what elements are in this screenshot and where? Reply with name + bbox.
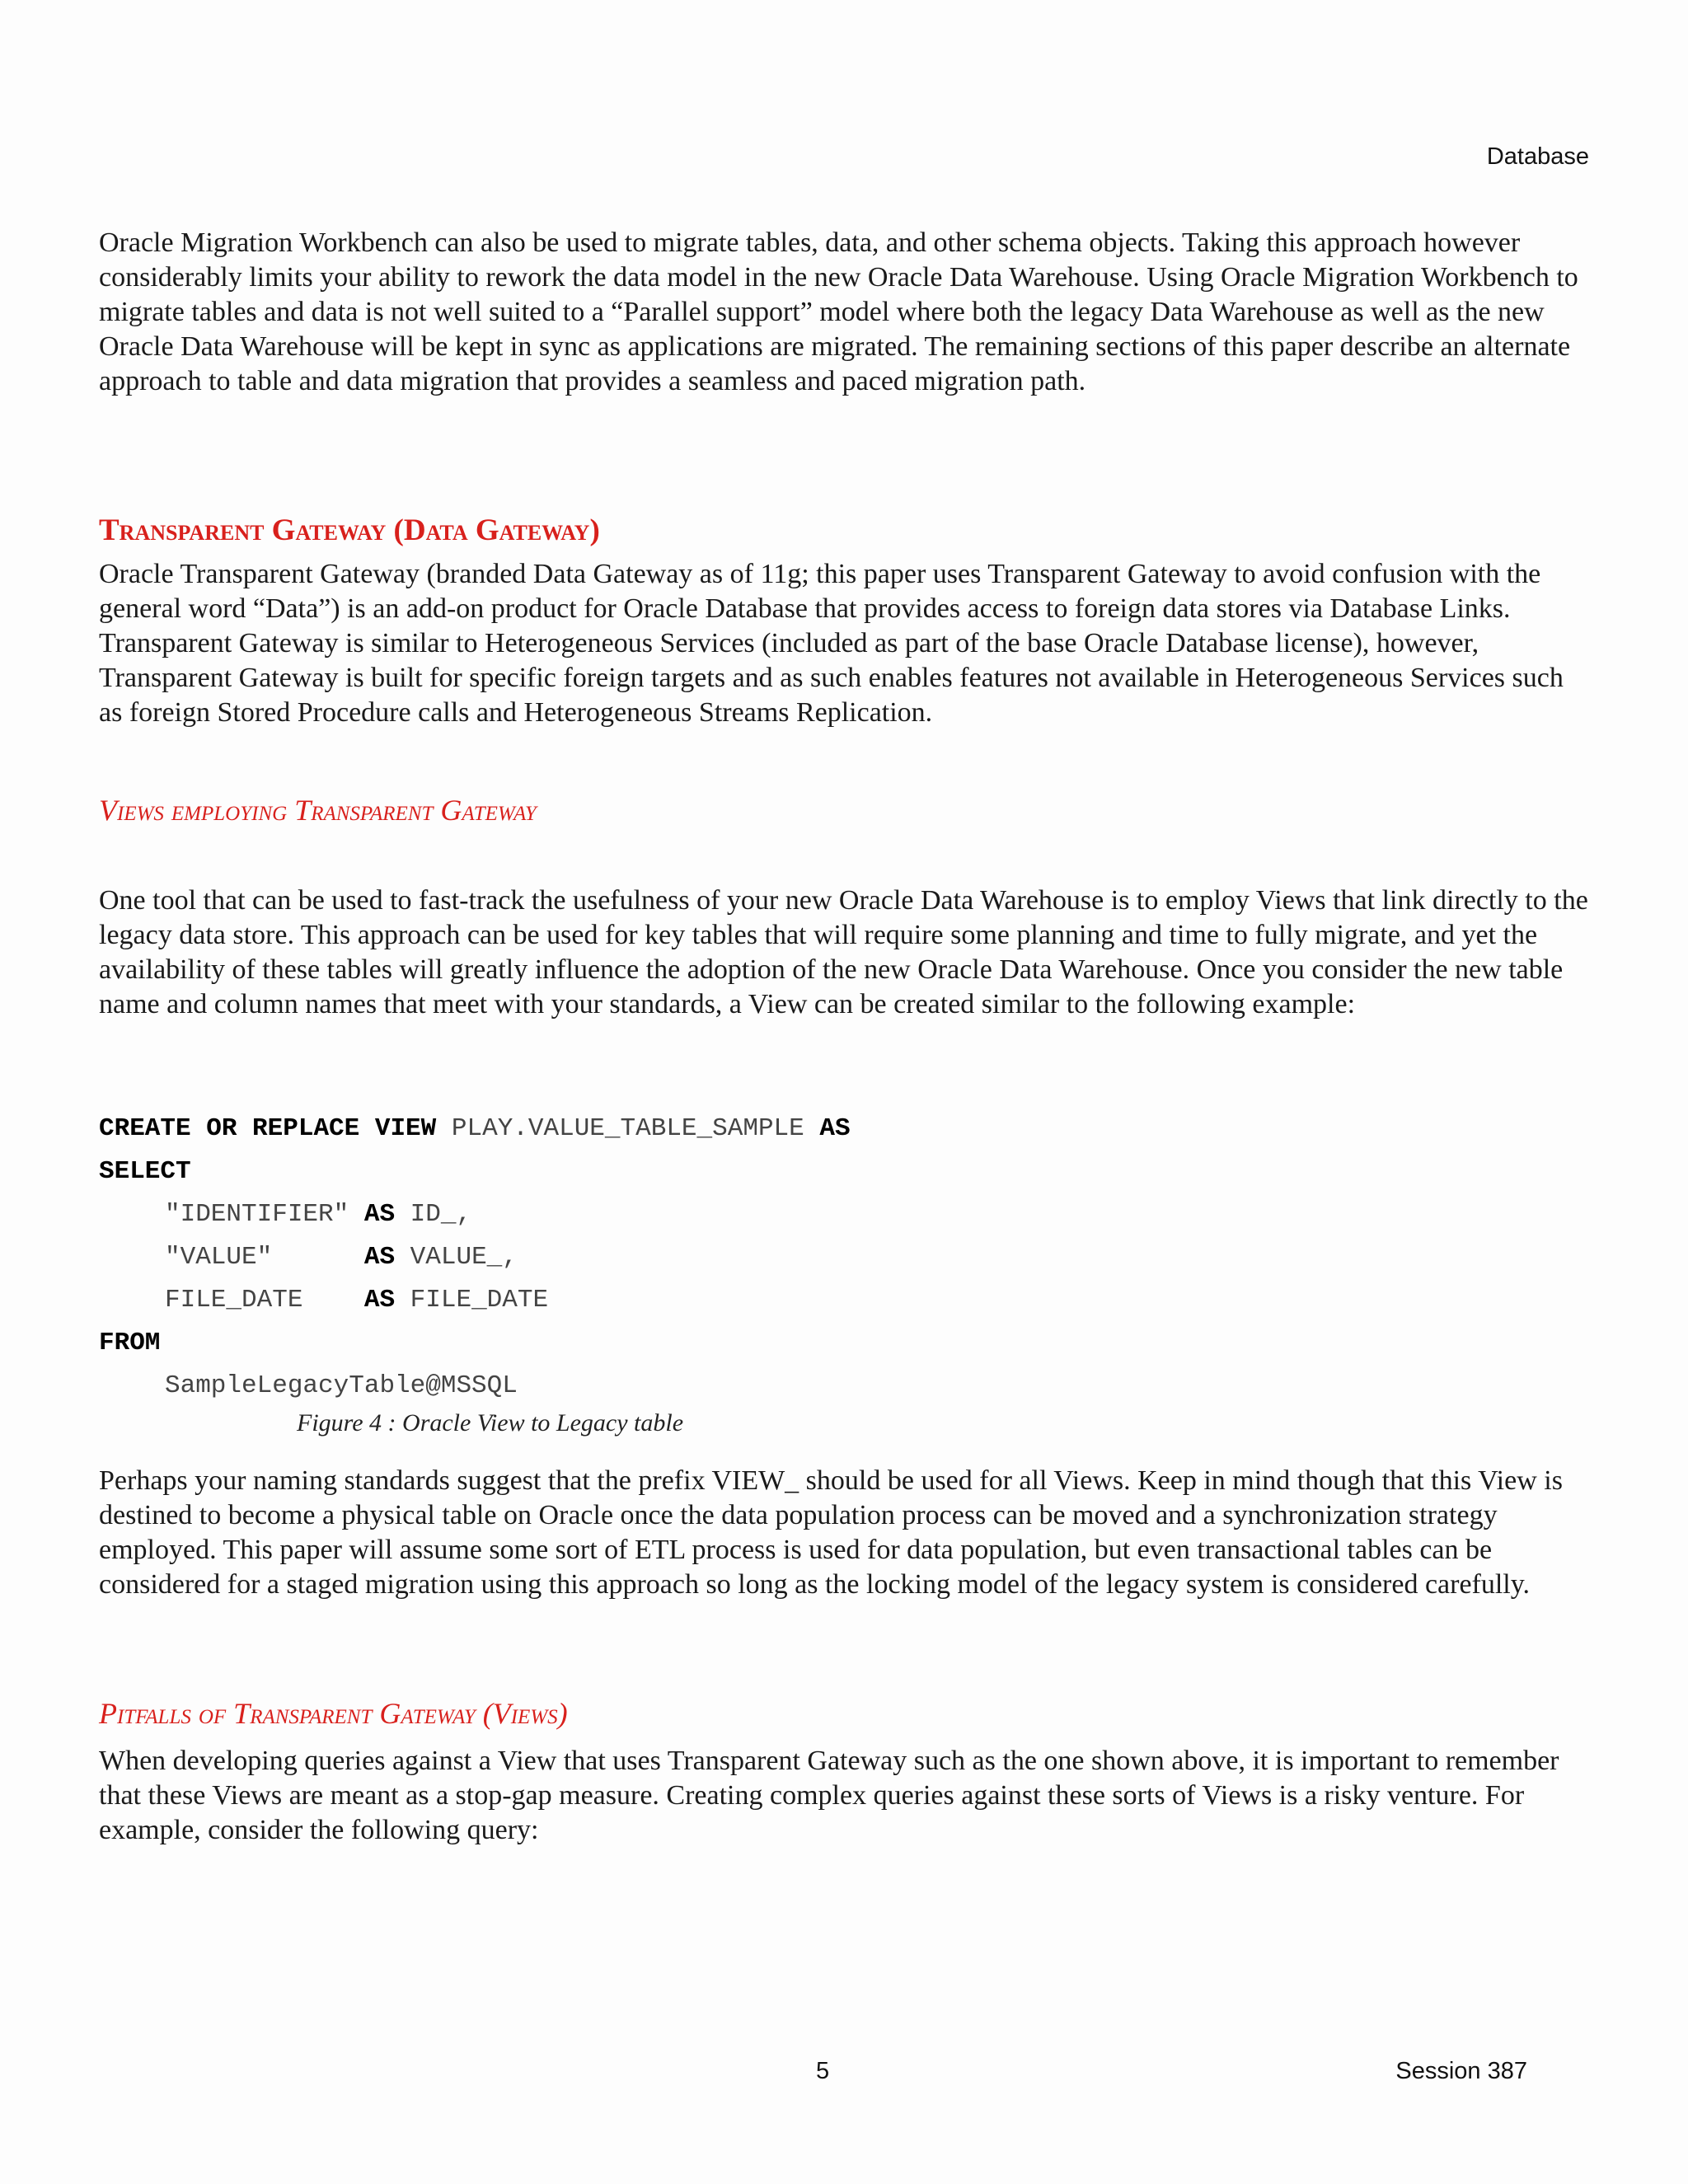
code-keyword: AS <box>819 1114 851 1143</box>
heading-views-employing-gateway: Views employing Transparent Gateway <box>99 794 537 827</box>
code-line-from <box>99 1329 160 1357</box>
heading-pitfalls: Pitfalls of Transparent Gateway (Views) <box>99 1697 568 1730</box>
code-keyword: AS <box>363 1243 396 1272</box>
paragraph-naming-standards: Perhaps your naming standards suggest that the prefix VIEW_ should be used for all Views. Keep in mind though that this View is destined to become a physical table on Oracle once the data population process can be moved and a synchronization strategy employed. This paper will assume some sort of ETL process is used for data population, but even transactional tables can be considered for a staged migration using this approach so long as the locking model of the legacy system is considered carefully. <box>99 1465 1563 1600</box>
code-keyword: SELECT <box>99 1157 191 1186</box>
code-line-identifier <box>165 1200 471 1229</box>
code-keyword: CREATE OR REPLACE VIEW <box>99 1114 437 1143</box>
paragraph-views-intro: One tool that can be used to fast-track the usefulness of your new Oracle Data Warehouse is to employ Views that link directly to the legacy data store. This approach can be used for key tables that will require some planning and time to fully migrate, and yet the availability of these tables will greatly influence the adoption of the new Oracle Data Warehouse. Once you consider the new table name and column names that meet with your standards, a View can be created similar to the following example: <box>99 885 1588 1019</box>
code-line-file-date <box>165 1286 548 1315</box>
session-label: Session 387 <box>1395 2058 1527 2084</box>
code-alias: ID_, <box>395 1200 472 1229</box>
page-number: 5 <box>816 2058 830 2084</box>
code-alias: VALUE_, <box>395 1243 518 1272</box>
header-section-label: Database <box>1486 143 1589 170</box>
code-alias: FILE_DATE <box>395 1286 549 1315</box>
code-line-create-view <box>99 1114 851 1143</box>
code-keyword: AS <box>363 1200 396 1229</box>
code-column: "IDENTIFIER" <box>165 1200 364 1229</box>
paragraph-transparent-gateway: Oracle Transparent Gateway (branded Data Gateway as of 11g; this paper uses Transparent Gateway to avoid confusion with the general word “Data”) is an add-on product for Oracle Database that provides access to foreign data stores via Database Links. Transparent Gateway is similar to Heterogeneous Services (included as part of the base Oracle Database license), however, Transparent Gateway is built for specific foreign targets and as such enables features not available in Heterogeneous Services such as foreign Stored Procedure calls and Heterogeneous Streams Replication. <box>99 559 1564 728</box>
code-object-name: PLAY.VALUE_TABLE_SAMPLE <box>436 1114 820 1143</box>
code-keyword: FROM <box>99 1329 161 1357</box>
code-column: "VALUE" <box>165 1243 364 1272</box>
code-line-select <box>99 1157 191 1186</box>
paragraph-migration-workbench: Oracle Migration Workbench can also be used to migrate tables, data, and other schema objects. Taking this approach however considerably limits your ability to rework the data model in the new Oracle Data Warehouse. Using Oracle Migration Workbench to migrate tables and data is not well suited to a “Parallel support” model where both the legacy Data Warehouse as well as the new Oracle Data Warehouse will be kept in sync as applications are migrated. The remaining sections of this paper describe an alternate approach to table and data migration that provides a seamless and paced migration path. <box>99 227 1578 396</box>
code-column: FILE_DATE <box>165 1286 364 1315</box>
code-line-source-table <box>165 1371 518 1400</box>
heading-transparent-gateway: Transparent Gateway (Data Gateway) <box>99 513 600 547</box>
code-line-value <box>165 1243 518 1272</box>
code-keyword: AS <box>363 1286 396 1315</box>
paragraph-pitfalls: When developing queries against a View that uses Transparent Gateway such as the one shown above, it is important to remember that these Views are meant as a stop-gap measure. Creating complex queries against these sorts of Views is a risky venture. For example, consider the following query: <box>99 1746 1559 1845</box>
figure-caption: Figure 4 : Oracle View to Legacy table <box>297 1409 684 1436</box>
code-source-table: SampleLegacyTable@MSSQL <box>165 1371 518 1400</box>
